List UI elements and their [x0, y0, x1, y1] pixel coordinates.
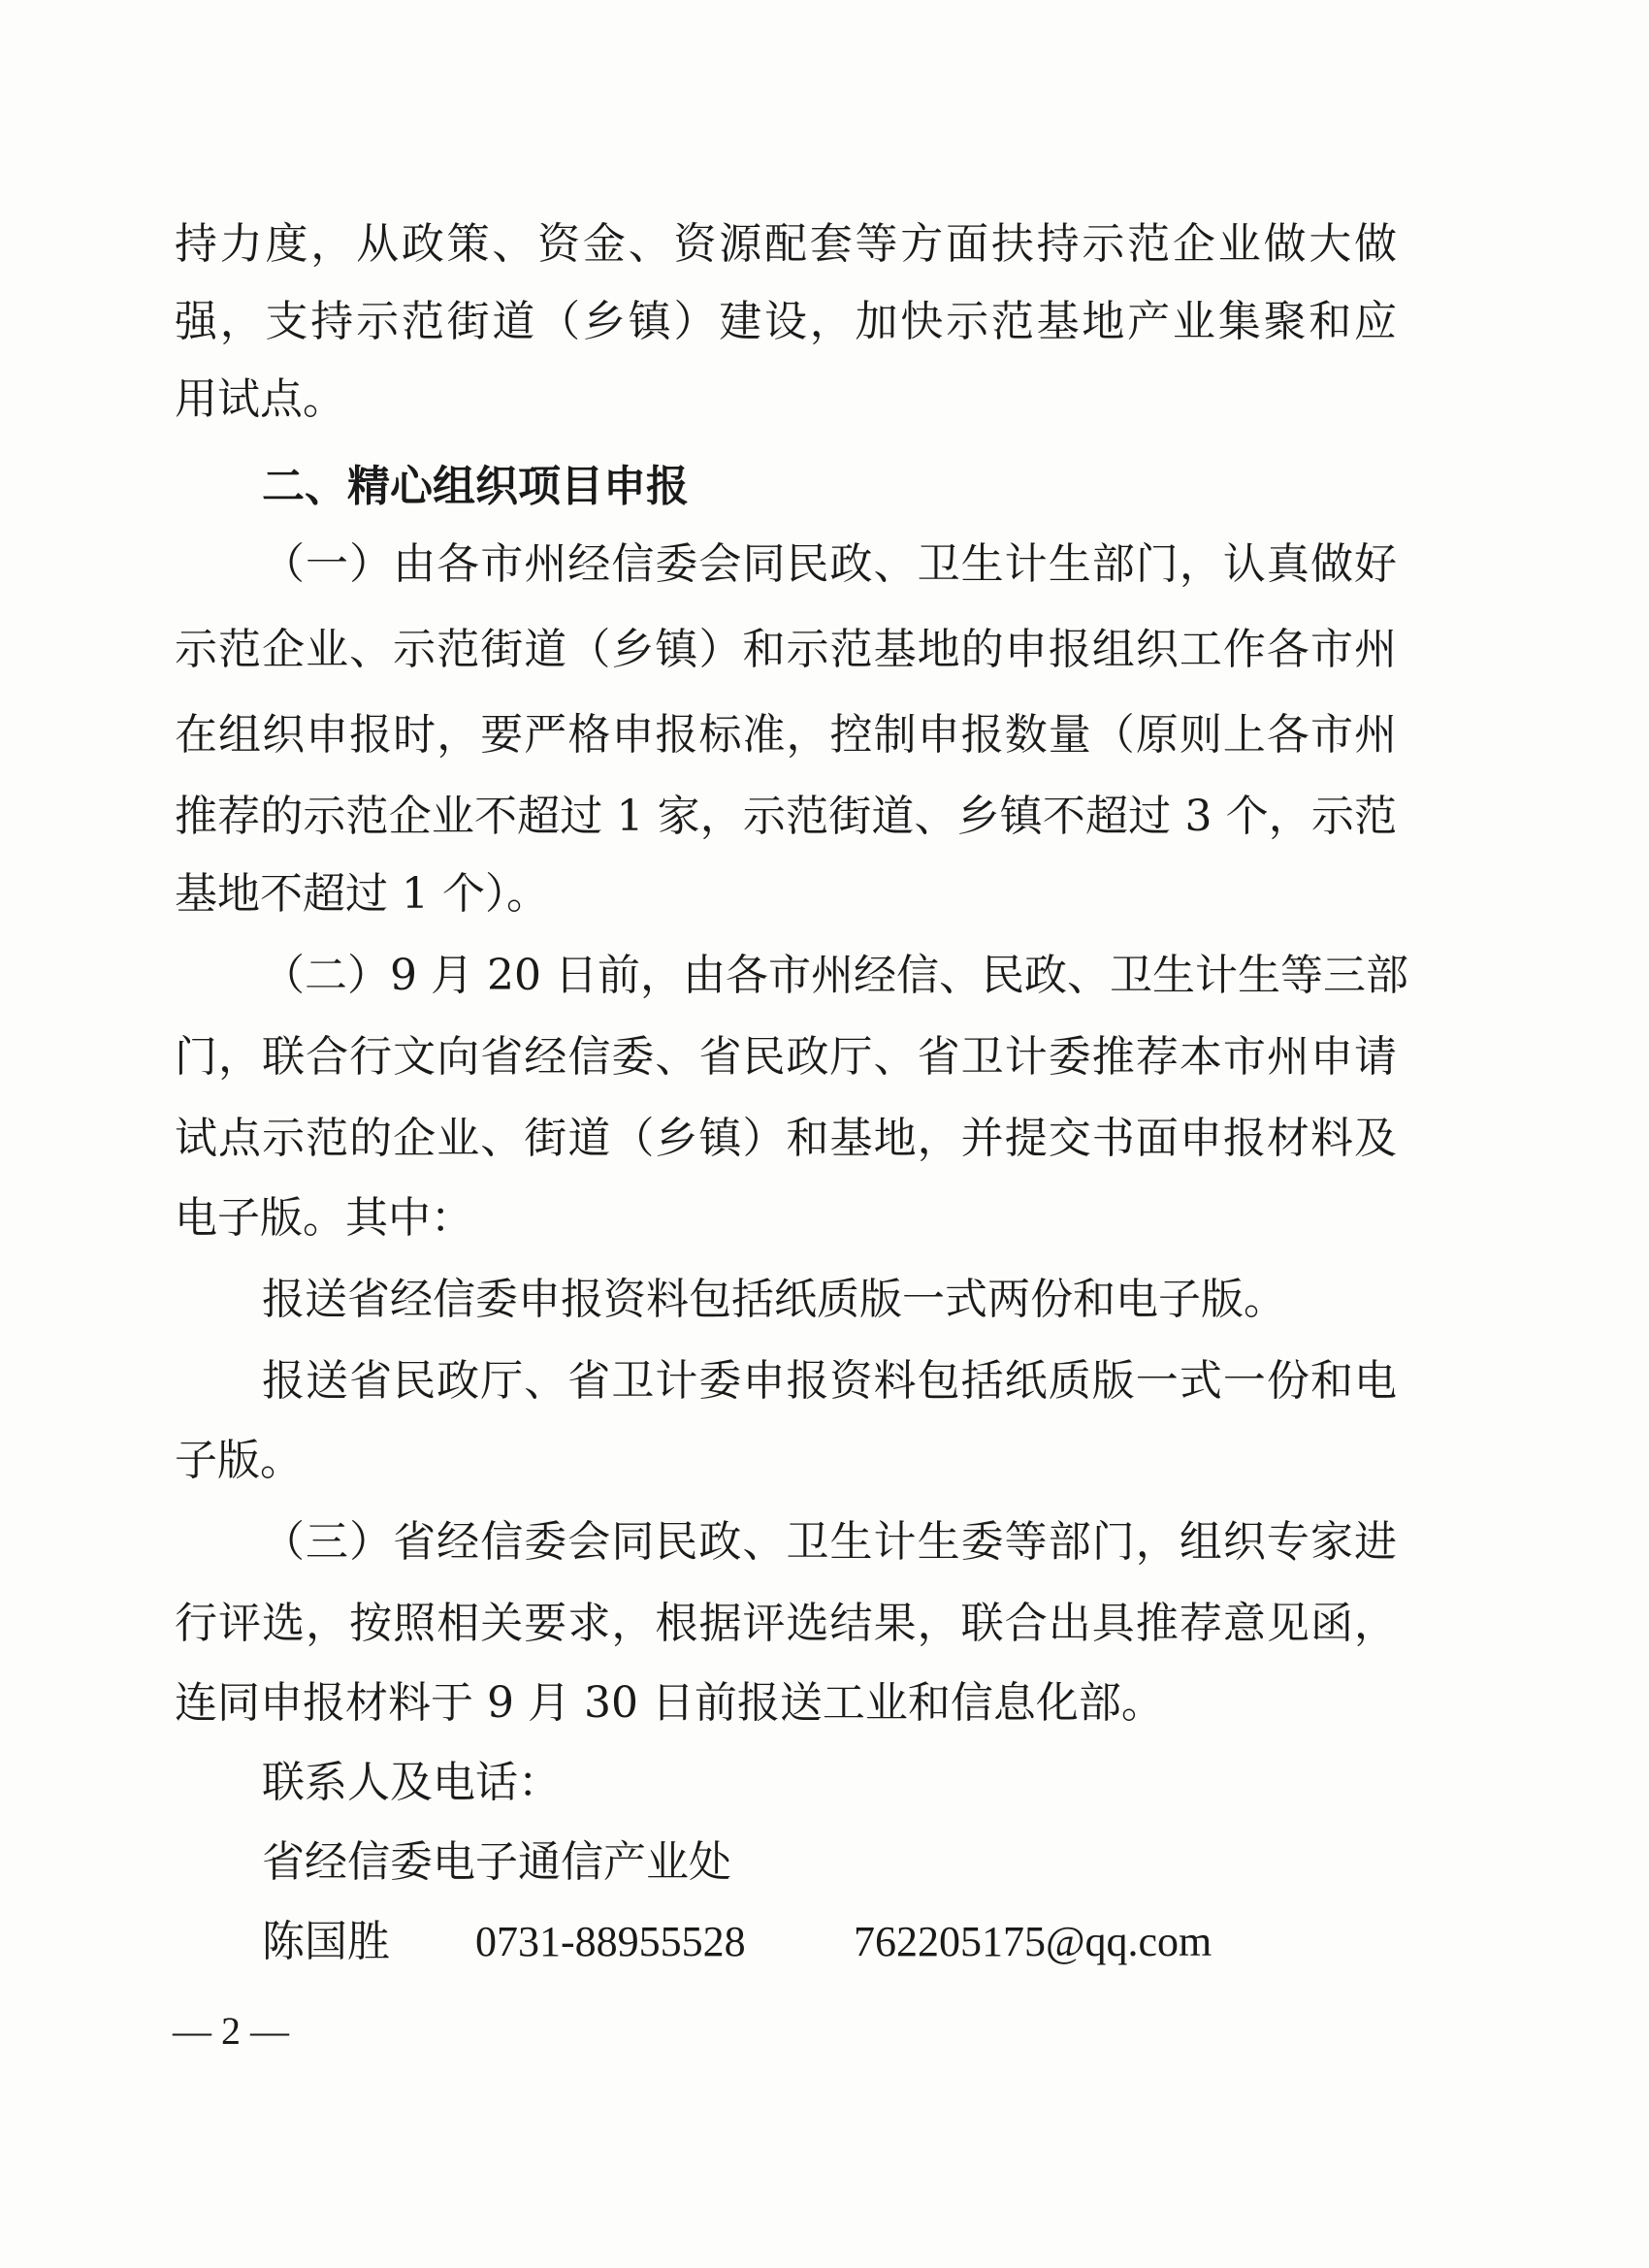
- para5-line-3: 连同申报材料于 9 月 30 日前报送工业和信息化部。: [175, 1678, 1164, 1728]
- para5-line-1: （三）省经信委会同民政、卫生计生委等部门，组织专家进: [262, 1517, 1397, 1567]
- page-number: — 2 —: [173, 2009, 289, 2053]
- para1-line-2: 示范企业、示范街道（乡镇）和示范基地的申报组织工作各市州: [175, 625, 1397, 674]
- para5-line-2: 行评选，按照相关要求，根据评选结果，联合出具推荐意见函，: [175, 1599, 1397, 1648]
- para2-line-1: （二）9 月 20 日前，由各市州经信、民政、卫生计生等三部: [262, 951, 1408, 1000]
- para1-line-5: 基地不超过 1 个）。: [175, 869, 549, 919]
- body-line-3: 用试点。: [175, 374, 345, 424]
- para1-line-3: 在组织申报时，要严格申报标准，控制申报数量（原则上各市州: [175, 710, 1397, 760]
- body-line-1: 持力度，从政策、资金、资源配套等方面扶持示范企业做大做: [175, 219, 1397, 269]
- para1-line-4: 推荐的示范企业不超过 1 家，示范街道、乡镇不超过 3 个，示范: [175, 792, 1397, 841]
- para2-line-2: 门，联合行文向省经信委、省民政厅、省卫计委推荐本市州申请: [175, 1032, 1397, 1082]
- para4-line-2: 子版。: [175, 1436, 303, 1485]
- contact-phone: 0731-88955528: [475, 1918, 746, 1965]
- contact-row: [262, 1913, 1329, 1971]
- contact-email: 762205175@qq.com: [854, 1918, 1212, 1965]
- contact-name: 陈国胜: [262, 1917, 390, 1966]
- body-line-2: 强，支持示范街道（乡镇）建设，加快示范基地产业集聚和应: [175, 297, 1397, 346]
- para1-line-1: （一）由各市州经信委会同民政、卫生计生部门，认真做好: [262, 539, 1397, 589]
- section-heading: 二、精心组织项目申报: [262, 462, 689, 511]
- para3-line-1: 报送省经信委申报资料包括纸质版一式两份和电子版。: [262, 1275, 1286, 1324]
- para2-line-4: 电子版。其中：: [175, 1193, 473, 1243]
- contact-label: 联系人及电话：: [262, 1758, 561, 1807]
- para4-line-1: 报送省民政厅、省卫计委申报资料包括纸质版一式一份和电: [262, 1356, 1397, 1406]
- para2-line-3: 试点示范的企业、街道（乡镇）和基地，并提交书面申报材料及: [175, 1114, 1397, 1163]
- contact-department: 省经信委电子通信产业处: [262, 1837, 731, 1887]
